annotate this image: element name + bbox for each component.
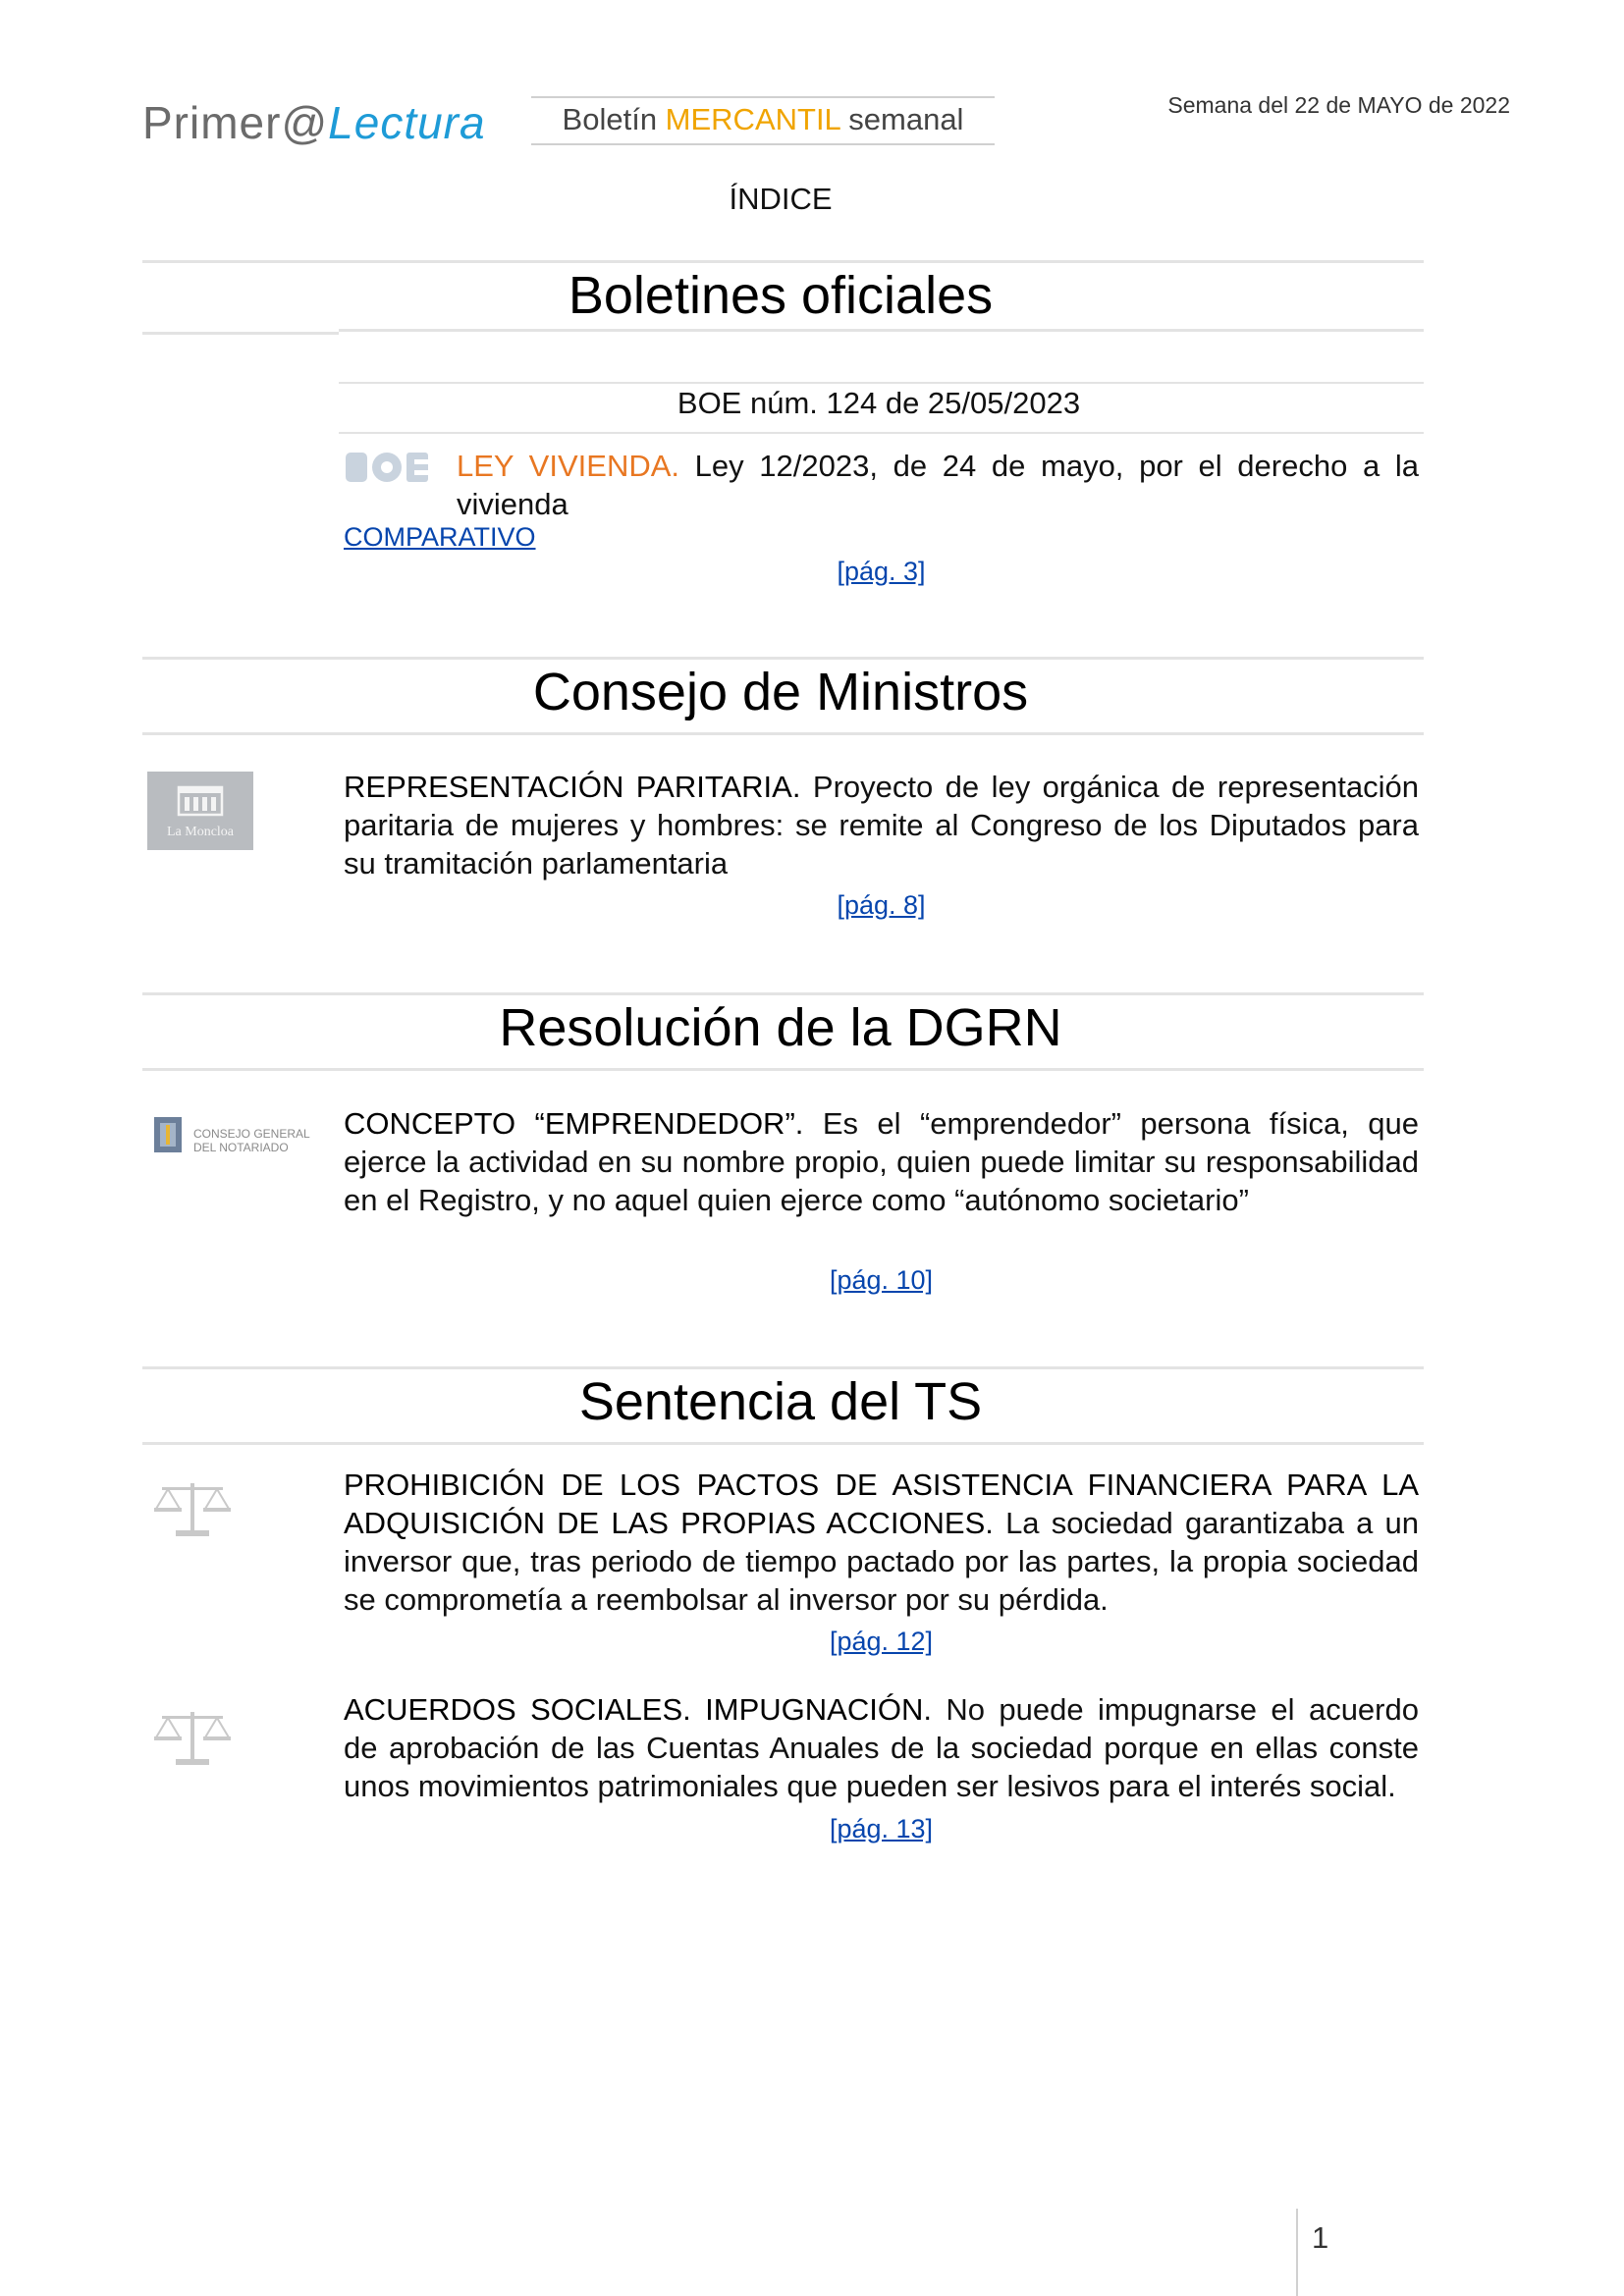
bulletin-post: semanal	[839, 102, 964, 136]
bulletin-title	[531, 102, 995, 137]
moncloa-logo-icon	[147, 772, 253, 850]
bulletin-accent: MERCANTIL	[665, 102, 840, 136]
notariado-label-1: CONSEJO GENERAL	[193, 1127, 310, 1141]
scales-of-justice-icon	[152, 1706, 233, 1769]
entry-text: . La sociedad garantizaba a un inversor que, tras periodo de tiempo pactado por las partes, la propia sociedad se comprometía a reembolsar al inversor por su pérdida.	[344, 1506, 1420, 1617]
index-heading: ÍNDICE	[729, 182, 833, 216]
section-title-consejo: Consejo de Ministros	[532, 663, 1029, 721]
entry-text: Es el “emprendedor” persona física, que ejerce la actividad en su nombre propio, quien puede limitar su responsabilidad en el Registro, y no aquel quien ejerce como “autónomo societario”	[344, 1106, 1419, 1217]
boe-rule-bottom	[339, 432, 1424, 434]
entry-text: Ley 12/2023, de 24 de mayo, por el derecho a la vivienda	[457, 449, 1419, 521]
entry-label: LEY VIVIENDA.	[457, 449, 680, 483]
entry-label: CONCEPTO “EMPRENDEDOR”.	[344, 1106, 804, 1141]
entry-label: ACUERDOS SOCIALES. IMPUGNACIÓN	[344, 1692, 924, 1727]
entry-text: . No puede impugnarse el acuerdo de aprobación de las Cuentas Anuales de la sociedad porque en ellas conste unos movimientos patrimoniales que pueden ser lesivos para el interés social.	[344, 1692, 1419, 1803]
page-number-divider	[1296, 2209, 1298, 2296]
section-title-ts: Sentencia del TS	[578, 1372, 983, 1431]
page-ref-link[interactable]: [pág. 8]	[837, 890, 926, 920]
page-ref[interactable]	[344, 890, 1419, 921]
page-ref-link[interactable]: [pág. 13]	[829, 1814, 934, 1843]
moncloa-building-icon	[177, 783, 224, 817]
logo-lectura: Lectura	[328, 97, 486, 148]
boe-logo-icon	[346, 451, 428, 484]
scales-of-justice-icon	[152, 1477, 233, 1540]
entry-concepto-emprendedor	[344, 1104, 1419, 1219]
bulletin-pre: Boletín	[562, 102, 666, 136]
comparativo-link[interactable]	[344, 522, 536, 553]
entry-acuerdos-sociales	[344, 1690, 1419, 1805]
page-ref-link[interactable]: [pág. 12]	[829, 1627, 934, 1656]
page-ref[interactable]	[344, 1627, 1419, 1657]
section-rule-top	[142, 657, 1424, 660]
page-ref-link[interactable]: [pág. 3]	[837, 557, 926, 586]
notariado-logo-icon	[150, 1107, 312, 1168]
section-rule-top	[142, 1366, 1424, 1369]
page-ref-link[interactable]: [pág. 10]	[829, 1265, 934, 1295]
entry-asistencia-financiera	[344, 1466, 1419, 1619]
comparativo-anchor[interactable]: COMPARATIVO	[344, 522, 536, 552]
page-ref[interactable]	[344, 1814, 1419, 1844]
notariado-emblem-icon	[150, 1107, 189, 1168]
page-ref[interactable]	[344, 557, 1419, 587]
logo-primer: Primer	[142, 97, 282, 148]
entry-text: Proyecto de ley orgánica de representación paritaria de mujeres y hombres: se remite al Congreso de los Diputados para su tramitación parlamentaria	[344, 770, 1419, 881]
section-rule-top	[142, 992, 1424, 995]
entry-label: REPRESENTACIÓN PARITARIA.	[344, 770, 801, 804]
page-number: 1	[1312, 2220, 1329, 2255]
primer-lectura-logo	[142, 96, 486, 149]
section-rule-bottom	[142, 1068, 1424, 1071]
page-ref[interactable]	[344, 1265, 1419, 1296]
section-title-boletines: Boletines oficiales	[568, 266, 994, 325]
notariado-label-2: DEL NOTARIADO	[193, 1141, 289, 1154]
entry-representacion-paritaria	[344, 768, 1419, 882]
section-title-dgrn: Resolución de la DGRN	[499, 998, 1062, 1057]
section-rule-top	[142, 260, 1424, 263]
week-date: Semana del 22 de MAYO de 2022	[1167, 92, 1510, 118]
boe-number: BOE núm. 124 de 25/05/2023	[677, 386, 1081, 420]
entry-label: PROHIBICIÓN DE LOS PACTOS DE ASISTENCIA FINANCIERA PARA LA ADQUISICIÓN DE LAS PROPIAS ACCIONES	[344, 1468, 1419, 1540]
boe-rule-top	[339, 382, 1424, 384]
section-rule-bottom	[142, 1442, 1424, 1445]
section-rule-bottom	[142, 732, 1424, 735]
section-rule-bottom-left	[142, 332, 339, 335]
section-rule-bottom	[339, 329, 1424, 332]
entry-ley-vivienda	[457, 447, 1419, 523]
logo-at: @	[281, 97, 329, 148]
moncloa-label: La Moncloa	[166, 825, 235, 839]
